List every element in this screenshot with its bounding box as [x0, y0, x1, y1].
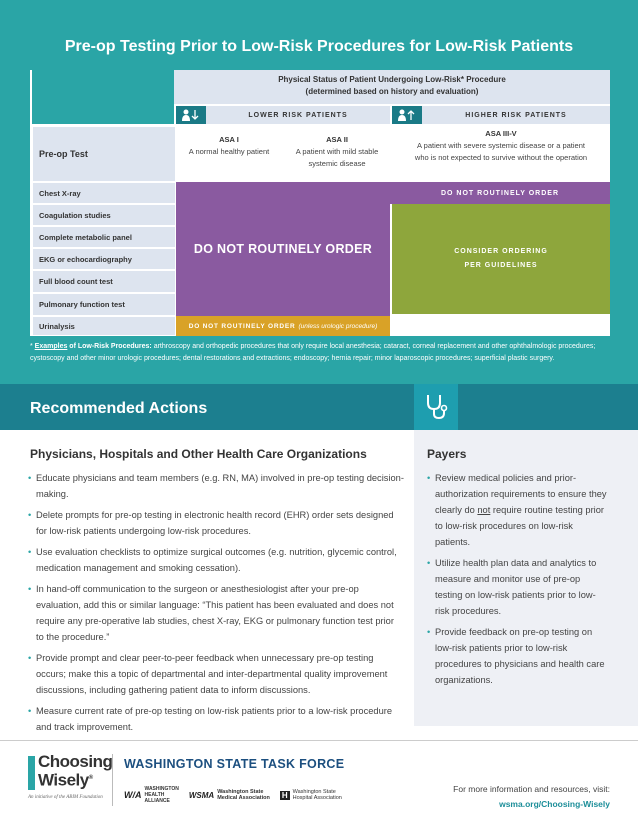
do-not-order-block: DO NOT ROUTINELY ORDER	[176, 182, 390, 316]
physical-status-line2: (determined based on history and evaluation)	[305, 87, 479, 96]
preop-table	[30, 70, 610, 336]
payers-title: Payers	[427, 447, 467, 461]
wsha-line1: Washington State	[292, 789, 336, 795]
wsha-line2: Hospital Association	[292, 795, 342, 801]
recommended-actions-title: Recommended Actions	[30, 400, 208, 417]
asa-2-cell	[284, 126, 390, 182]
choosing-wisely-tm: ®	[88, 775, 93, 781]
more-info-text: For more information and resources, visit:	[453, 784, 610, 794]
footnote-label-rest: of Low-Risk Procedures:	[67, 343, 152, 350]
choosing-wisely-line2: Wisely	[38, 770, 89, 790]
asa-2-desc: A patient with mild stable systemic disease	[295, 147, 379, 168]
test-row-label: Full blood count test	[32, 270, 176, 293]
person-arrow-up-icon	[392, 106, 422, 124]
footnote-prefix: *	[30, 343, 35, 350]
physical-status-header	[174, 70, 610, 104]
preop-test-label: Pre-op Test	[32, 126, 176, 182]
choosing-wisely-subtitle: An initiative of the ABIM Foundation	[28, 794, 103, 800]
more-info	[453, 782, 610, 812]
lower-risk-header	[176, 106, 390, 124]
wsha-logo	[280, 789, 342, 801]
payers-item1-b: require routine testing prior to low-risk procedures on low-risk patients.	[435, 505, 604, 547]
test-row-label: Pulmonary function test	[32, 293, 176, 316]
wha-mark: W/A	[124, 790, 142, 800]
lower-risk-label: LOWER RISK PATIENTS	[248, 111, 348, 119]
list-item: • Delete prompts for pre-op testing in electronic health record (EHR) order sets designed for low-risk patients undergoing low-risk procedures.	[28, 507, 404, 539]
list-item: • In hand-off communication to the surgeon or anesthesiologist after your pre-op evaluation, add this or similar language: “This patient has been evaluated and does not require any pre-operative lab studies, chest X-ray, EKG or pulmonary function test prior to the procedure.”	[28, 581, 404, 645]
task-force-title: WASHINGTON STATE TASK FORCE	[124, 757, 345, 771]
asa-3-name: ASA III-V	[485, 129, 517, 138]
choosing-wisely-bar	[28, 756, 35, 790]
asa-1-cell	[176, 126, 282, 182]
test-row-label: Urinalysis	[32, 316, 176, 336]
asa-3-desc: A patient with severe systemic disease or a patient who is not expected to survive without the operation	[414, 141, 588, 162]
consider-line1: CONSIDER ORDERING	[454, 248, 548, 255]
test-row-label: Coagulation studies	[32, 204, 176, 226]
urinalysis-order-bar	[176, 316, 390, 336]
wha-line2: HEALTH	[144, 792, 165, 798]
list-item	[427, 470, 607, 550]
payers-item1-not: not	[477, 505, 491, 515]
footnote-label: Examples	[34, 343, 68, 350]
partner-logos	[124, 786, 342, 804]
asa-1-desc: A normal healthy patient	[188, 147, 270, 156]
physicians-list	[28, 470, 404, 740]
physical-status-line1: Physical Status of Patient Undergoing Low-Risk* Procedure	[278, 75, 506, 84]
list-item: • Use evaluation checklists to optimize surgical outcomes (e.g. nutrition, glycemic control, medication management and smoking cessation).	[28, 544, 404, 576]
footer-separator	[112, 754, 113, 806]
payers-item1-a: Review medical policies and prior-authorization requirements to ensure they clearly do	[435, 473, 607, 515]
page-title: Pre-op Testing Prior to Low-Risk Procedures for Low-Risk Patients	[64, 38, 574, 55]
footer-divider	[0, 740, 638, 741]
list-item: • Measure current rate of pre-op testing on low-risk patients prior to a low-risk procedure and track improvement.	[28, 703, 404, 735]
wsma-mark: WSMA	[188, 790, 215, 800]
more-info-link[interactable]: wsma.org/Choosing-Wisely	[499, 799, 610, 809]
stethoscope-icon	[414, 384, 458, 430]
test-row-label: Complete metabolic panel	[32, 226, 176, 248]
list-item: • Utilize health plan data and analytics to measure and monitor use of pre-op testing on low-risk patients prior to low-risk procedures.	[427, 555, 607, 619]
physicians-title: Physicians, Hospitals and Other Health Care Organizations	[30, 447, 367, 461]
consider-ordering-block	[392, 204, 610, 314]
urinalysis-order-text: DO NOT ROUTINELY ORDER	[188, 322, 296, 330]
urinalysis-order-note: (unless urologic procedure)	[298, 322, 378, 330]
choosing-wisely-line1: Choosing	[38, 752, 113, 771]
test-row-label: Chest X-ray	[32, 182, 176, 204]
list-item: • Provide feedback on pre-op testing on low-risk patients prior to low-risk procedures to physicians and health care organizations.	[427, 624, 607, 688]
person-arrow-down-icon	[176, 106, 206, 124]
table-corner	[32, 70, 174, 124]
footnote-text: arthroscopy and orthopedic procedures that only require local anesthesia; cataract, corneal replacement and other ophthalmologic procedures; cystoscopy and other minor urologic procedures; dental restorations and extractions; endoscopy; hernia repair; minor laparoscopic procedures; superficial plastic surgery.	[30, 343, 596, 362]
payers-list	[427, 470, 607, 693]
wha-line1: WASHINGTON	[144, 786, 179, 792]
do-not-order-chest-xray: DO NOT ROUTINELY ORDER	[390, 182, 610, 204]
asa-1-name: ASA I	[219, 135, 239, 144]
low-risk-footnote	[30, 341, 610, 364]
asa-3-cell	[392, 126, 610, 182]
choosing-wisely-logo	[28, 752, 113, 800]
wsma-logo	[189, 789, 270, 801]
wsha-mark: H	[281, 790, 288, 800]
higher-risk-header	[392, 106, 610, 124]
wsma-line2: Medical Association	[217, 795, 270, 801]
consider-line2: PER GUIDELINES	[464, 262, 538, 269]
test-row-label: EKG or echocardiography	[32, 248, 176, 270]
wsma-line1: Washington State	[217, 789, 264, 795]
list-item: • Provide prompt and clear peer-to-peer feedback when unnecessary pre-op testing occurs; make this a topic of departmental and inter-departmental quality improvement discussions, including gathering patient data to inform discussions.	[28, 650, 404, 698]
list-item: • Educate physicians and team members (e.g. RN, MA) involved in pre-op testing decision-making.	[28, 470, 404, 502]
asa-2-name: ASA II	[326, 135, 348, 144]
wha-line3: ALLIANCE	[144, 798, 170, 804]
wha-logo	[124, 786, 179, 804]
higher-risk-label: HIGHER RISK PATIENTS	[465, 111, 567, 119]
